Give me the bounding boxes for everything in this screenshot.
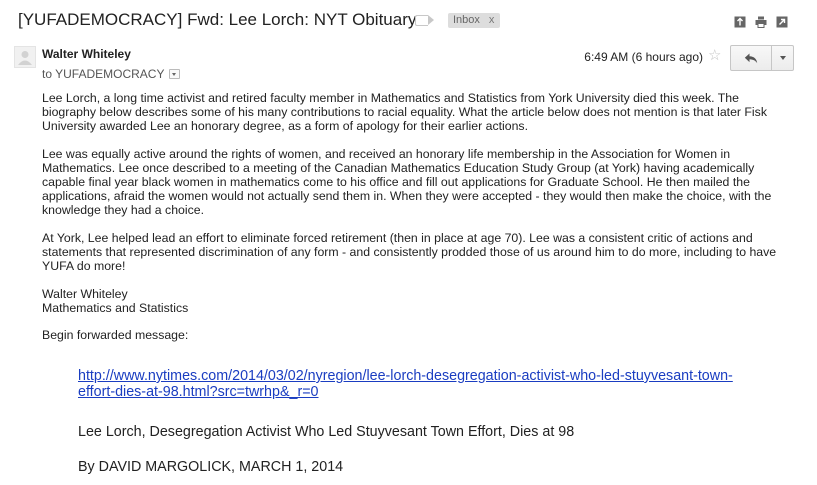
sender-name[interactable]: Walter Whiteley [42,47,131,61]
star-icon[interactable]: ☆ [708,47,722,64]
body-paragraph: Lee was equally active around the rights of women, and received an honorary life membership in the Association for Women in Mathematics. Lee once described to a meeting of the Canadian Mathematics Education Study Group (at York) having academically capable final year black women in mathematics come to his office and fill out applications for Graduate School. He then mailed the applications, afraid the women would not actually send them in. When they were accepted - they would then make the choice, with the knowledge they had a choice. [42,147,772,217]
label-tag-icon[interactable] [415,15,428,26]
recipient-text: to YUFADEMOCRACY [42,67,165,81]
body-paragraph: Lee Lorch, a long time activist and retired faculty member in Mathematics and Statistics from York University died this week. The biography below describes some of his many contributions to racial equality. What the article below does not mention is that later Fisk University awarded Lee an honorary degree, as a form of apology for their earlier actions. [42,91,767,133]
message-body [42,91,790,342]
subject-bar [0,0,817,40]
message-header [0,42,817,86]
reply-group [730,45,794,71]
remove-label-button[interactable]: x [488,14,495,26]
signature-dept: Mathematics and Statistics [42,301,189,315]
avatar[interactable] [14,46,36,68]
article-link-part-2: effort-dies-at-98.html?src=twrhp&_r=0 [78,383,319,400]
article-byline: By DAVID MARGOLICK, MARCH 1, 2014 [78,458,344,475]
thread-actions [734,16,788,28]
recipient-line [42,67,180,81]
more-actions-button[interactable] [772,45,794,71]
new-window-icon[interactable] [776,16,788,28]
article-link[interactable] [78,369,778,400]
email-subject: [YUFADEMOCRACY] Fwd: Lee Lorch: NYT Obituary [18,10,417,29]
forwarded-message [78,369,778,475]
print-icon[interactable] [755,16,767,28]
body-paragraph: At York, Lee helped lead an effort to eliminate forced retirement (then in place at age 70). Lee was a consistent critic of actions and statements that represented discrimination of any form - and consistently prodded those of us around him to do more, including to have YUFA do more! [42,231,777,273]
expand-all-icon[interactable] [734,16,746,28]
article-headline: Lee Lorch, Desegregation Activist Who Led Stuyvesant Town Effort, Dies at 98 [78,424,575,440]
inbox-label-chip[interactable] [448,13,500,28]
article-link-part-1: http://www.nytimes.com/2014/03/02/nyregion/lee-lorch-desegregation-activist-who-led-stuyvesant-town- [78,368,733,384]
chevron-down-icon [780,56,786,60]
inbox-label-text: Inbox [453,14,480,26]
show-details-dropdown-icon[interactable] [169,69,180,79]
forward-intro: Begin forwarded message: [42,328,189,342]
reply-button[interactable] [730,45,772,71]
reply-arrow-icon [744,53,758,64]
signature-name: Walter Whiteley [42,287,128,301]
message-timestamp: 6:49 AM (6 hours ago) [584,50,703,64]
